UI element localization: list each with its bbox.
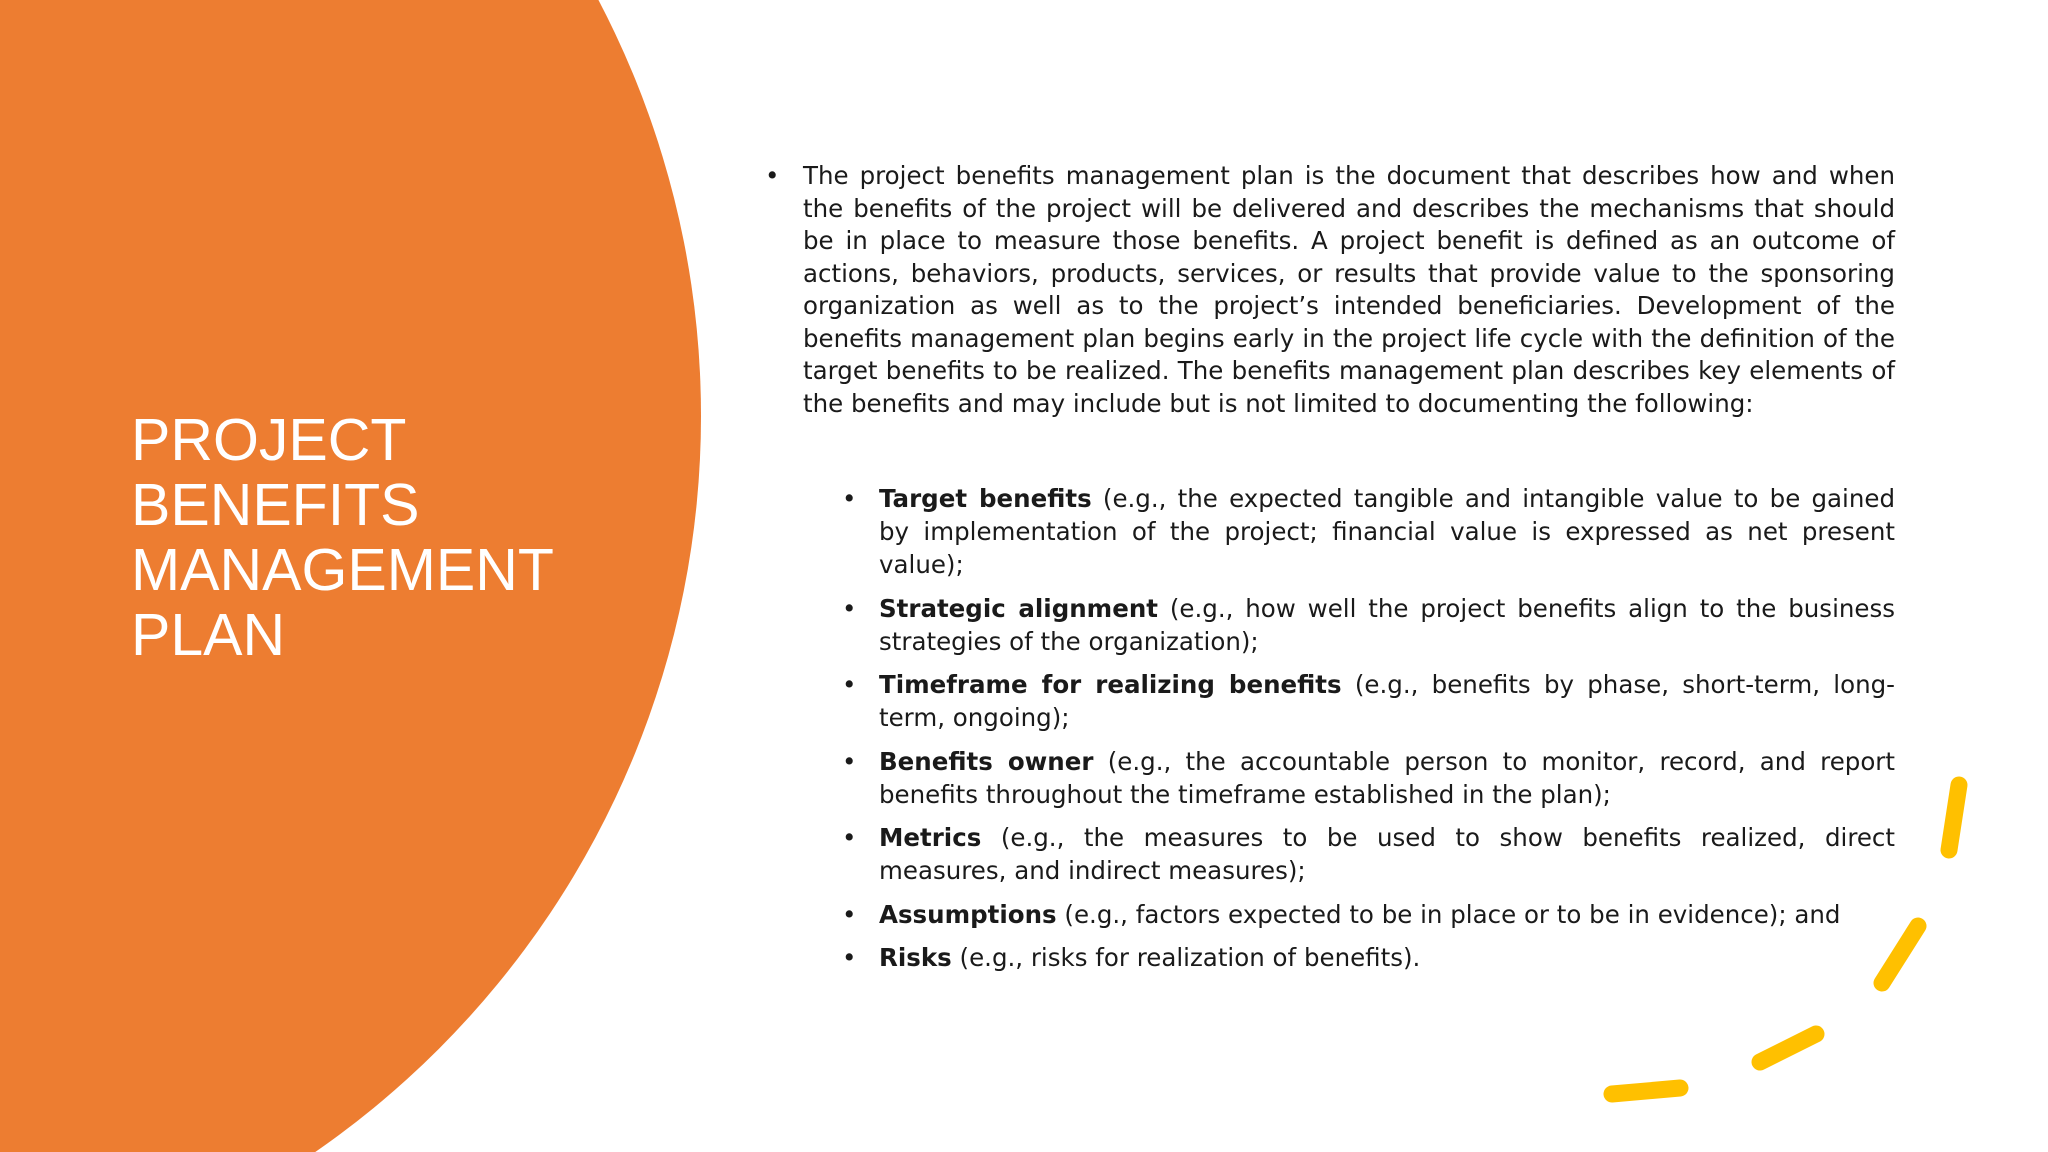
item-detail: (e.g., the expected tangible and intangible value to be gained by implementation of the project; financial value is expressed as net present value); [879, 484, 1896, 579]
item-term: Target benefits [879, 484, 1092, 513]
intro-bullet: • [765, 161, 780, 190]
item-term: Strategic alignment [879, 593, 1158, 623]
list-bullet: • [842, 899, 857, 929]
item-detail: (e.g., how well the project benefits align to the business strategies of the organization); [879, 593, 1896, 656]
item-detail: (e.g., factors expected to be in place or to be in evidence); and [1056, 899, 1841, 929]
arc-dash [1760, 1034, 1816, 1062]
list-bullet: • [842, 670, 857, 699]
item-detail: (e.g., risks for realization of benefits). [951, 943, 1421, 972]
item-detail: (e.g., the measures to be used to show benefits realized, direct measures, and indirect measures); [879, 823, 1895, 885]
list-bullet: • [842, 746, 857, 776]
item-detail: (e.g., the accountable person to monitor, record, and report benefits throughout the timeframe established in the plan); [879, 746, 1895, 809]
item-term: Timeframe for realizing benefits [879, 670, 1342, 699]
list-bullet: • [842, 484, 857, 513]
list-bullet: • [842, 943, 857, 972]
arc-dash [1882, 926, 1918, 983]
item-term: Benefits owner [879, 746, 1094, 776]
arc-dash [1949, 785, 1959, 850]
intro-text: The project benefits management plan is the document that describes how and when the benefits of the project will be delivered and describes the mechanisms that should be in place to measure those benefits. A project benefit is defined as an outcome of actions, behaviors, products, services, or results that provide value to the sponsoring organization as well as to the project’s intended beneficiaries. Development of the benefits management plan begins early in the project life cycle with the definition of the target benefits to be realized. The benefits management plan describes key elements of the benefits and may include but is not limited to documenting the following: [803, 161, 1895, 418]
arc-dash [1612, 1088, 1680, 1094]
item-term: Risks [879, 943, 952, 972]
slide-title: PROJECT BENEFITS MANAGEMENT PLAN [131, 407, 553, 668]
item-detail: (e.g., benefits by phase, short-term, long-term, ongoing); [879, 670, 1895, 732]
item-term: Assumptions [879, 899, 1057, 929]
item-term: Metrics [879, 823, 982, 852]
list-bullet: • [842, 823, 857, 852]
list-bullet: • [842, 593, 857, 623]
